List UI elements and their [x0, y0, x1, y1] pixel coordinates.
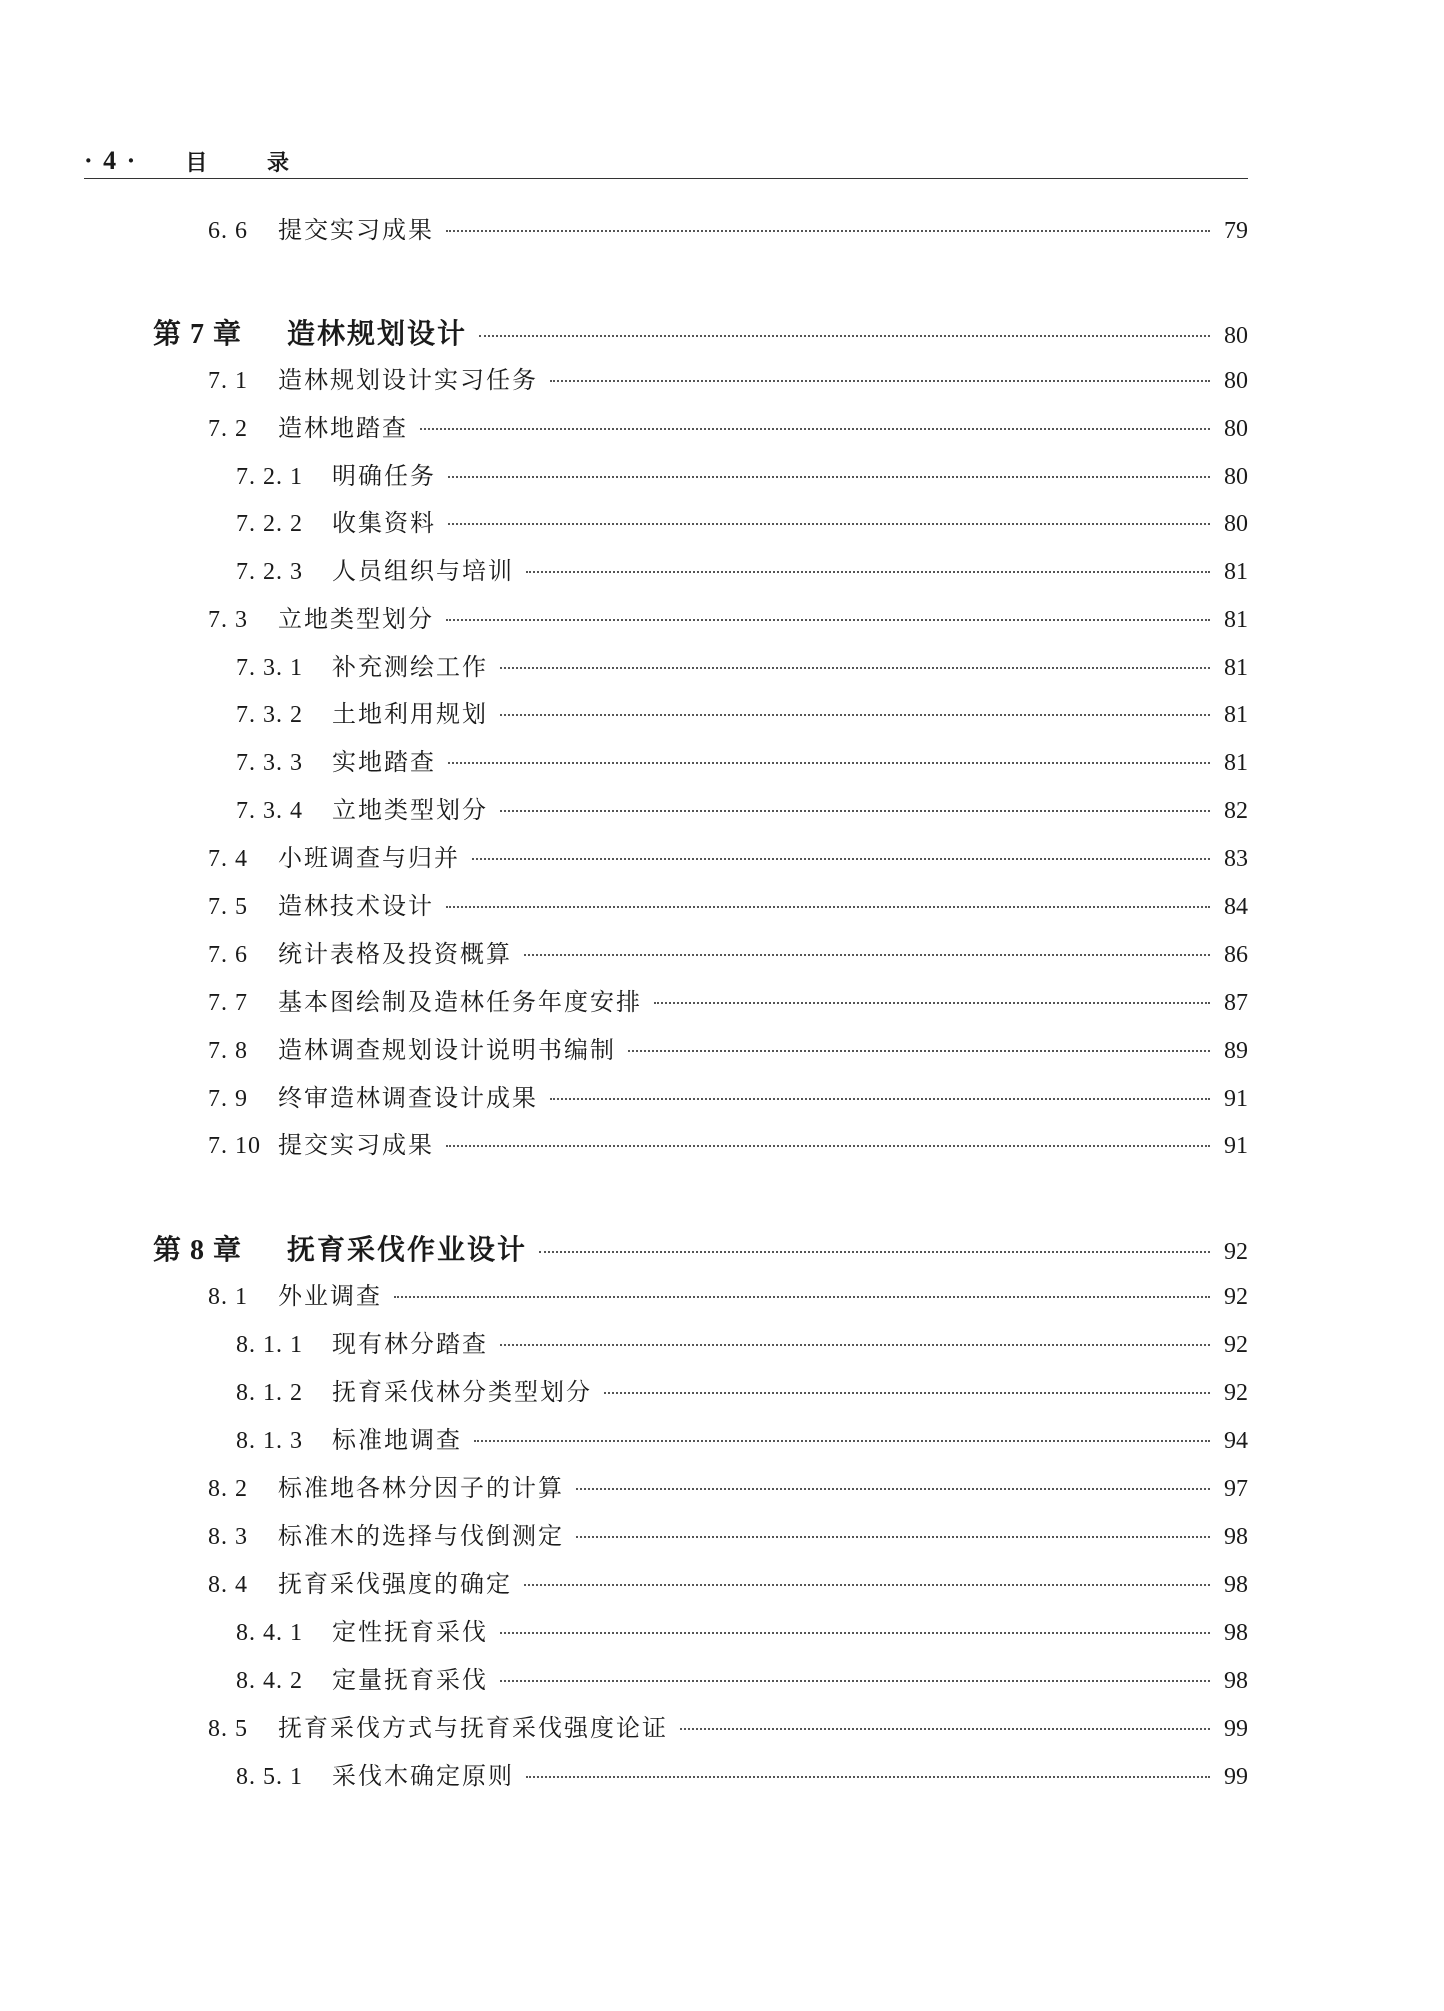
toc-entry-number: 8. 1. 2 [236, 1380, 303, 1406]
dot-leader [472, 858, 1210, 860]
toc-entry-page: 80 [1224, 464, 1248, 490]
toc-entry-title: 造林规划设计实习任务 [278, 366, 538, 394]
toc-entry-number: 7. 8 [208, 1038, 248, 1064]
toc-entry-number: 7. 3. 1 [236, 655, 303, 681]
toc-entry [208, 408, 1248, 444]
dot-leader [448, 476, 1210, 478]
dot-leader [500, 667, 1210, 669]
toc-entry-title: 造林规划设计 [287, 317, 468, 350]
toc-entry-number: 8. 1. 3 [236, 1428, 303, 1454]
toc-entry-title: 统计表格及投资概算 [278, 940, 512, 968]
toc-entry-page: 81 [1224, 559, 1248, 585]
toc-entry [208, 838, 1248, 874]
dot-leader [539, 1251, 1210, 1253]
dot-leader [576, 1488, 1210, 1490]
toc-entry-number: 7. 6 [208, 942, 248, 968]
toc-entry [236, 742, 1248, 778]
toc-entry-page: 81 [1224, 750, 1248, 776]
toc-entry-number: 7. 3. 4 [236, 798, 303, 824]
toc-entry-number: 第 7 章 [153, 319, 243, 350]
toc-entry-page: 89 [1224, 1038, 1248, 1064]
toc-entry-title: 终审造林调查设计成果 [278, 1084, 538, 1112]
toc-entry-page: 98 [1224, 1524, 1248, 1550]
toc-entry-number: 8. 5. 1 [236, 1764, 303, 1790]
toc-entry-title: 立地类型划分 [278, 605, 434, 633]
dot-leader [654, 1002, 1210, 1004]
dot-leader [474, 1440, 1210, 1442]
toc-entry-page: 92 [1224, 1380, 1248, 1406]
toc-entry [208, 982, 1248, 1018]
page-header [84, 146, 1246, 176]
toc-entry-number: 8. 4. 1 [236, 1620, 303, 1646]
dot-leader [500, 1344, 1210, 1346]
toc-entry-title: 抚育采伐林分类型划分 [332, 1378, 592, 1406]
toc-entry-page: 84 [1224, 894, 1248, 920]
toc-entry-title: 造林技术设计 [278, 892, 434, 920]
toc-entry-title: 采伐木确定原则 [332, 1762, 514, 1790]
toc-entry [236, 551, 1248, 587]
dot-leader [500, 1632, 1210, 1634]
toc-chapter-entry [153, 1228, 1248, 1264]
toc-entry [208, 1708, 1248, 1744]
toc-entry-title: 定性抚育采伐 [332, 1618, 488, 1646]
toc-entry-number: 7. 3. 2 [236, 702, 303, 728]
dot-leader [628, 1050, 1210, 1052]
dot-leader [446, 1145, 1210, 1147]
dot-leader [526, 1776, 1210, 1778]
toc-entry-page: 86 [1224, 942, 1248, 968]
toc-entry-number: 6. 6 [208, 218, 248, 244]
toc-entry-title: 收集资料 [332, 509, 436, 537]
dot-leader [524, 1584, 1210, 1586]
dot-leader [680, 1728, 1210, 1730]
toc-entry-title: 抚育采伐作业设计 [287, 1233, 528, 1266]
toc-entry-number: 8. 4. 2 [236, 1668, 303, 1694]
toc-entry-page: 81 [1224, 702, 1248, 728]
toc-entry-page: 80 [1224, 416, 1248, 442]
toc-entry-number: 8. 5 [208, 1716, 248, 1742]
toc-entry-number: 8. 1. 1 [236, 1332, 303, 1358]
toc-entry-number: 7. 10 [208, 1133, 261, 1159]
toc-entry-number: 7. 1 [208, 368, 248, 394]
toc-entry-page: 98 [1224, 1668, 1248, 1694]
toc-entry-title: 标准地调查 [332, 1426, 462, 1454]
toc-entry-title: 外业调查 [278, 1282, 382, 1310]
toc-entry [208, 1276, 1248, 1312]
dot-leader [500, 810, 1210, 812]
toc-entry [208, 1078, 1248, 1114]
toc-entry [208, 1564, 1248, 1600]
toc-entry-page: 92 [1224, 1239, 1248, 1265]
dot-leader [524, 954, 1210, 956]
toc-entry-number: 7. 7 [208, 990, 248, 1016]
toc-entry-number: 7. 2. 1 [236, 464, 303, 490]
toc-entry-page: 92 [1224, 1332, 1248, 1358]
toc-entry-number: 7. 2. 3 [236, 559, 303, 585]
toc-entry-page: 80 [1224, 323, 1248, 349]
toc-entry-title: 基本图绘制及造林任务年度安排 [278, 988, 642, 1016]
dot-leader [420, 428, 1210, 430]
dot-leader [550, 1098, 1210, 1100]
toc-entry [208, 934, 1248, 970]
toc-entry-page: 91 [1224, 1086, 1248, 1112]
toc-entry [236, 790, 1248, 826]
toc-entry [236, 1756, 1248, 1792]
dot-leader [448, 762, 1210, 764]
dot-leader [550, 380, 1210, 382]
dot-leader [500, 1680, 1210, 1682]
toc-entry [236, 1612, 1248, 1648]
toc-entry-page: 97 [1224, 1476, 1248, 1502]
toc-entry-number: 8. 4 [208, 1572, 248, 1598]
section-title: 目 录 [185, 150, 316, 176]
toc-entry-number: 7. 2. 2 [236, 511, 303, 537]
toc-entry-title: 补充测绘工作 [332, 653, 488, 681]
toc-entry-page: 79 [1224, 218, 1248, 244]
toc-entry-number: 7. 3 [208, 607, 248, 633]
toc-entry [236, 1420, 1248, 1456]
toc-entry-page: 87 [1224, 990, 1248, 1016]
dot-leader [479, 335, 1210, 337]
toc-entry-page: 94 [1224, 1428, 1248, 1454]
toc-entry-title: 标准木的选择与伐倒测定 [278, 1522, 564, 1550]
toc-entry-page: 82 [1224, 798, 1248, 824]
dot-leader [448, 523, 1210, 525]
toc-entry-page: 81 [1224, 607, 1248, 633]
toc-entry-title: 定量抚育采伐 [332, 1666, 488, 1694]
toc-entry-title: 提交实习成果 [278, 216, 434, 244]
toc-entry-title: 小班调查与归并 [278, 844, 460, 872]
toc-entry-number: 第 8 章 [153, 1235, 243, 1266]
toc-entry [208, 1468, 1248, 1504]
toc-entry-title: 造林地踏查 [278, 414, 408, 442]
toc-entry-number: 7. 3. 3 [236, 750, 303, 776]
dot-leader [446, 230, 1210, 232]
toc-entry [208, 210, 1248, 246]
toc-entry-title: 抚育采伐强度的确定 [278, 1570, 512, 1598]
toc-entry-title: 人员组织与培训 [332, 557, 514, 585]
toc-entry-page: 83 [1224, 846, 1248, 872]
toc-entry [208, 1125, 1248, 1161]
dot-leader [604, 1392, 1210, 1394]
toc-entry-number: 7. 9 [208, 1086, 248, 1112]
toc-entry [236, 1372, 1248, 1408]
toc-entry [236, 694, 1248, 730]
toc-entry-title: 实地踏查 [332, 748, 436, 776]
toc-entry [208, 1030, 1248, 1066]
toc-entry-number: 8. 2 [208, 1476, 248, 1502]
toc-entry-page: 80 [1224, 511, 1248, 537]
toc-entry [208, 886, 1248, 922]
toc-entry-page: 81 [1224, 655, 1248, 681]
toc-entry-title: 土地利用规划 [332, 700, 488, 728]
toc-entry-number: 7. 2 [208, 416, 248, 442]
toc-entry-number: 8. 3 [208, 1524, 248, 1550]
toc-entry [236, 647, 1248, 683]
toc-entry [208, 1516, 1248, 1552]
dot-leader [500, 714, 1210, 716]
toc-entry [208, 599, 1248, 635]
dot-leader [446, 619, 1210, 621]
toc-entry [236, 1660, 1248, 1696]
toc-entry-page: 98 [1224, 1620, 1248, 1646]
toc-entry-title: 明确任务 [332, 462, 436, 490]
toc-entry [236, 1324, 1248, 1360]
toc-entry-page: 98 [1224, 1572, 1248, 1598]
dot-leader [576, 1536, 1210, 1538]
dot-leader [526, 571, 1210, 573]
toc-entry-title: 造林调查规划设计说明书编制 [278, 1036, 616, 1064]
toc-entry-number: 7. 4 [208, 846, 248, 872]
toc-entry-title: 立地类型划分 [332, 796, 488, 824]
header-rule [84, 178, 1248, 179]
toc-entry-number: 7. 5 [208, 894, 248, 920]
toc-entry-page: 99 [1224, 1716, 1248, 1742]
toc-entry-page: 92 [1224, 1284, 1248, 1310]
toc-entry-page: 80 [1224, 368, 1248, 394]
toc-entry-title: 标准地各林分因子的计算 [278, 1474, 564, 1502]
toc-entry-number: 8. 1 [208, 1284, 248, 1310]
dot-leader [394, 1296, 1210, 1298]
toc-entry-title: 抚育采伐方式与抚育采伐强度论证 [278, 1714, 668, 1742]
toc-entry [208, 360, 1248, 396]
toc-chapter-entry [153, 312, 1248, 348]
dot-leader [446, 906, 1210, 908]
toc-entry [236, 503, 1248, 539]
page-number: · 4 · [84, 146, 138, 175]
toc-entry-title: 现有林分踏查 [332, 1330, 488, 1358]
toc-entry [236, 456, 1248, 492]
toc-entry-page: 99 [1224, 1764, 1248, 1790]
toc-entry-title: 提交实习成果 [278, 1131, 434, 1159]
toc-entry-page: 91 [1224, 1133, 1248, 1159]
